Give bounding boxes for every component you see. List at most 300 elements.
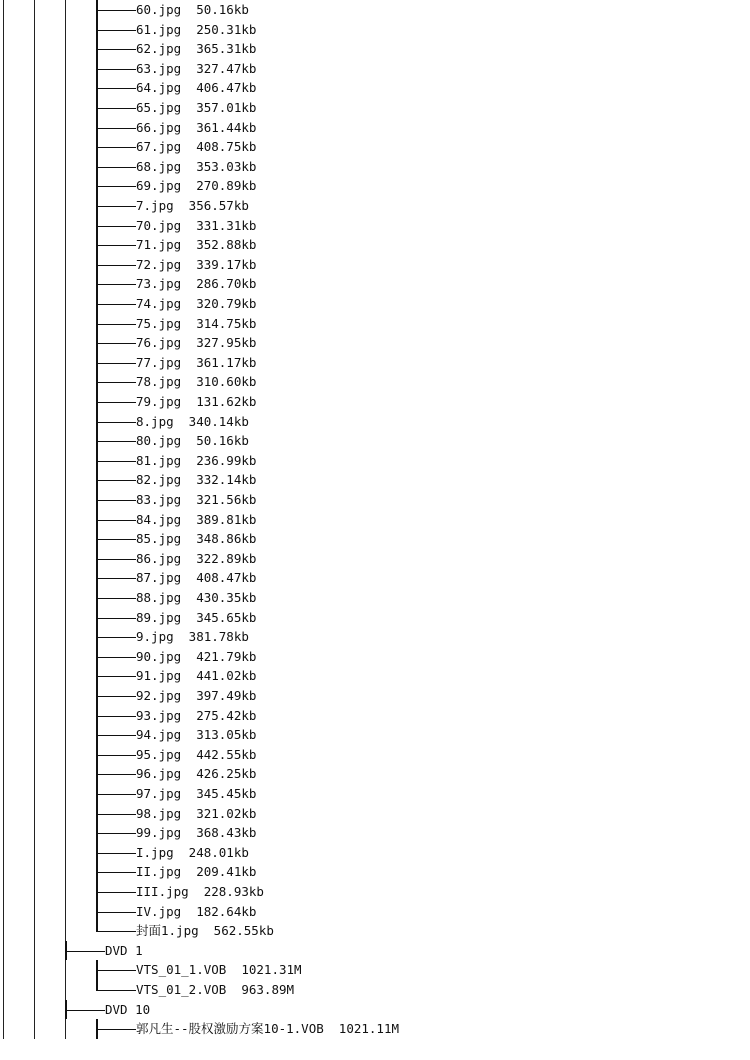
tree-rail xyxy=(34,745,35,765)
tree-connector xyxy=(98,774,136,775)
tree-rail xyxy=(34,843,35,863)
tree-connector xyxy=(98,578,136,579)
tree-rail xyxy=(3,0,4,20)
tree-rail xyxy=(34,608,35,628)
tree-connector xyxy=(98,657,136,658)
tree-rail xyxy=(34,294,35,314)
tree-rail xyxy=(34,0,35,20)
file-row xyxy=(0,255,750,275)
tree-rail xyxy=(65,882,66,902)
file-row xyxy=(0,78,750,98)
tree-rail xyxy=(34,235,35,255)
file-entry: 88.jpg 430.35kb xyxy=(136,590,257,605)
tree-connector xyxy=(98,833,136,834)
tree-rail xyxy=(34,412,35,432)
folder-row xyxy=(0,1000,750,1020)
file-entry: 91.jpg 441.02kb xyxy=(136,668,257,684)
file-row xyxy=(0,137,750,157)
tree-rail xyxy=(34,196,35,216)
file-entry: 74.jpg 320.79kb xyxy=(136,296,257,311)
tree-rail xyxy=(3,392,4,412)
file-row xyxy=(0,568,750,588)
tree-connector xyxy=(98,676,136,677)
tree-rail xyxy=(34,392,35,412)
tree-rail xyxy=(65,274,66,294)
file-row xyxy=(0,274,750,294)
tree-rail xyxy=(65,902,66,922)
file-entry: 封面1.jpg 562.55kb xyxy=(136,923,274,939)
tree-rail xyxy=(34,39,35,59)
tree-rail xyxy=(3,980,4,1000)
tree-connector xyxy=(98,716,136,717)
file-row xyxy=(0,353,750,373)
tree-connector xyxy=(67,951,105,952)
folder-name: DVD 10 xyxy=(105,1001,151,1017)
file-row xyxy=(0,882,750,902)
file-row xyxy=(0,294,750,314)
file-row xyxy=(0,902,750,922)
file-row xyxy=(0,706,750,726)
tree-connector xyxy=(98,539,136,540)
tree-rail xyxy=(34,568,35,588)
tree-rail xyxy=(34,784,35,804)
tree-connector xyxy=(98,422,136,423)
tree-rail xyxy=(34,686,35,706)
file-entry: 72.jpg 339.17kb xyxy=(136,256,257,272)
tree-rail xyxy=(34,59,35,79)
file-entry: 82.jpg 332.14kb xyxy=(136,472,257,488)
file-entry: 92.jpg 397.49kb xyxy=(136,688,257,703)
tree-rail xyxy=(34,274,35,294)
file-row xyxy=(0,647,750,667)
file-row xyxy=(0,1019,750,1039)
tree-connector xyxy=(98,324,136,325)
tree-rail xyxy=(65,392,66,412)
file-row xyxy=(0,333,750,353)
tree-rail xyxy=(3,1000,4,1020)
tree-rail xyxy=(65,294,66,314)
tree-rail xyxy=(3,862,4,882)
tree-rail xyxy=(65,823,66,843)
tree-connector xyxy=(98,147,136,148)
file-row xyxy=(0,725,750,745)
file-entry: 97.jpg 345.45kb xyxy=(136,786,257,801)
tree-connector xyxy=(98,912,136,913)
file-row xyxy=(0,176,750,196)
tree-rail xyxy=(34,980,35,1000)
tree-rail xyxy=(3,784,4,804)
tree-rail xyxy=(3,666,4,686)
tree-connector xyxy=(98,500,136,501)
file-row xyxy=(0,39,750,59)
file-entry: 75.jpg 314.75kb xyxy=(136,315,257,331)
tree-rail xyxy=(3,274,4,294)
tree-rail xyxy=(65,588,66,608)
file-entry: 9.jpg 381.78kb xyxy=(136,629,249,645)
tree-rail xyxy=(65,843,66,863)
file-entry: VTS_01_1.VOB 1021.31M xyxy=(136,962,302,978)
tree-rail xyxy=(65,960,66,980)
tree-rail xyxy=(34,823,35,843)
tree-rail xyxy=(3,333,4,353)
tree-rail xyxy=(3,294,4,314)
folder-name: DVD 1 xyxy=(105,942,143,958)
tree-rail xyxy=(3,39,4,59)
file-row xyxy=(0,862,750,882)
file-entry: 77.jpg 361.17kb xyxy=(136,354,257,370)
tree-connector xyxy=(98,814,136,815)
tree-rail xyxy=(3,725,4,745)
tree-rail xyxy=(65,412,66,432)
tree-rail xyxy=(3,902,4,922)
tree-rail xyxy=(3,118,4,138)
file-row xyxy=(0,608,750,628)
file-entry: 94.jpg 313.05kb xyxy=(136,727,257,743)
tree-rail xyxy=(65,784,66,804)
tree-rail xyxy=(65,666,66,686)
tree-rail xyxy=(3,176,4,196)
tree-connector xyxy=(98,1029,136,1030)
tree-connector xyxy=(98,10,136,11)
tree-rail xyxy=(65,490,66,510)
file-entry: 96.jpg 426.25kb xyxy=(136,766,257,782)
tree-rail xyxy=(3,745,4,765)
tree-rail xyxy=(65,549,66,569)
tree-rail xyxy=(3,804,4,824)
tree-rail xyxy=(65,980,66,1000)
tree-connector xyxy=(98,382,136,383)
file-entry: 98.jpg 321.02kb xyxy=(136,805,257,821)
file-entry: 73.jpg 286.70kb xyxy=(136,276,257,292)
tree-connector xyxy=(98,755,136,756)
tree-rail xyxy=(34,137,35,157)
file-row xyxy=(0,921,750,941)
tree-rail xyxy=(65,118,66,138)
file-entry: 83.jpg 321.56kb xyxy=(136,492,257,507)
tree-connector xyxy=(98,461,136,462)
file-row xyxy=(0,314,750,334)
tree-rail xyxy=(65,59,66,79)
file-row xyxy=(0,745,750,765)
tree-rail xyxy=(34,862,35,882)
file-row xyxy=(0,372,750,392)
tree-rail xyxy=(3,314,4,334)
tree-rail xyxy=(3,196,4,216)
file-row xyxy=(0,98,750,118)
tree-rail xyxy=(65,470,66,490)
tree-rail xyxy=(3,510,4,530)
tree-rail xyxy=(3,608,4,628)
file-entry: 66.jpg 361.44kb xyxy=(136,119,257,135)
tree-rail xyxy=(34,764,35,784)
file-row xyxy=(0,431,750,451)
tree-rail xyxy=(34,78,35,98)
tree-rail xyxy=(65,137,66,157)
tree-rail xyxy=(34,255,35,275)
tree-connector xyxy=(98,735,136,736)
tree-rail xyxy=(3,921,4,941)
tree-rail xyxy=(3,490,4,510)
tree-rail xyxy=(3,549,4,569)
tree-rail xyxy=(65,608,66,628)
file-entry: 70.jpg 331.31kb xyxy=(136,217,257,233)
tree-rail xyxy=(65,745,66,765)
tree-rail xyxy=(65,314,66,334)
tree-rail xyxy=(34,333,35,353)
tree-connector xyxy=(98,363,136,364)
tree-rail xyxy=(34,490,35,510)
tree-rail xyxy=(3,843,4,863)
file-entry: 64.jpg 406.47kb xyxy=(136,80,257,96)
file-entry: 89.jpg 345.65kb xyxy=(136,609,257,625)
tree-rail xyxy=(3,216,4,236)
tree-rail xyxy=(3,157,4,177)
file-row xyxy=(0,588,750,608)
tree-rail xyxy=(65,0,66,20)
file-row xyxy=(0,843,750,863)
tree-connector xyxy=(98,226,136,227)
file-entry: 86.jpg 322.89kb xyxy=(136,550,257,566)
file-entry: 69.jpg 270.89kb xyxy=(136,178,257,194)
file-entry: I.jpg 248.01kb xyxy=(136,844,249,860)
file-row xyxy=(0,470,750,490)
tree-connector xyxy=(67,1010,105,1011)
tree-rail xyxy=(3,647,4,667)
tree-connector xyxy=(98,618,136,619)
tree-rail xyxy=(65,647,66,667)
file-row xyxy=(0,451,750,471)
file-row xyxy=(0,235,750,255)
tree-rail xyxy=(34,529,35,549)
tree-connector xyxy=(98,245,136,246)
tree-rail xyxy=(65,372,66,392)
tree-connector xyxy=(98,990,136,991)
tree-rail xyxy=(34,941,35,961)
file-row xyxy=(0,490,750,510)
file-entry: 7.jpg 356.57kb xyxy=(136,198,249,213)
tree-connector xyxy=(98,696,136,697)
tree-rail xyxy=(3,568,4,588)
file-entry: III.jpg 228.93kb xyxy=(136,884,264,899)
tree-connector xyxy=(98,441,136,442)
tree-rail xyxy=(34,157,35,177)
tree-rail xyxy=(34,960,35,980)
tree-rail xyxy=(65,39,66,59)
file-entry: 62.jpg 365.31kb xyxy=(136,41,257,57)
file-entry: 65.jpg 357.01kb xyxy=(136,100,257,115)
tree-rail xyxy=(3,960,4,980)
tree-connector xyxy=(98,872,136,873)
file-entry: 95.jpg 442.55kb xyxy=(136,746,257,762)
tree-rail xyxy=(34,725,35,745)
file-row xyxy=(0,627,750,647)
file-entry: 80.jpg 50.16kb xyxy=(136,433,249,449)
file-row xyxy=(0,0,750,20)
tree-rail xyxy=(3,706,4,726)
tree-rail xyxy=(34,372,35,392)
folder-row xyxy=(0,941,750,961)
tree-connector xyxy=(98,128,136,129)
tree-rail xyxy=(65,78,66,98)
tree-connector xyxy=(98,284,136,285)
tree-rail xyxy=(34,666,35,686)
tree-rail xyxy=(34,314,35,334)
file-row xyxy=(0,764,750,784)
tree-rail xyxy=(3,78,4,98)
tree-rail xyxy=(34,451,35,471)
tree-connector xyxy=(98,186,136,187)
tree-connector xyxy=(98,167,136,168)
tree-connector xyxy=(98,480,136,481)
tree-rail xyxy=(65,353,66,373)
tree-rail xyxy=(34,510,35,530)
tree-rail xyxy=(34,706,35,726)
tree-rail xyxy=(34,20,35,40)
file-entry: 63.jpg 327.47kb xyxy=(136,60,257,76)
tree-rail xyxy=(34,627,35,647)
tree-rail xyxy=(3,235,4,255)
file-entry: VTS_01_2.VOB 963.89M xyxy=(136,982,295,997)
tree-connector xyxy=(98,520,136,521)
tree-rail xyxy=(34,176,35,196)
file-entry: 81.jpg 236.99kb xyxy=(136,452,257,468)
tree-rail xyxy=(65,862,66,882)
file-entry: 79.jpg 131.62kb xyxy=(136,394,257,409)
tree-connector xyxy=(98,304,136,305)
file-row xyxy=(0,59,750,79)
tree-rail xyxy=(3,137,4,157)
tree-rail xyxy=(65,216,66,236)
file-row xyxy=(0,960,750,980)
tree-rail xyxy=(3,20,4,40)
tree-connector xyxy=(98,343,136,344)
file-entry: 60.jpg 50.16kb xyxy=(136,2,249,17)
tree-rail xyxy=(3,588,4,608)
file-entry: 87.jpg 408.47kb xyxy=(136,570,257,586)
file-entry: 78.jpg 310.60kb xyxy=(136,374,257,390)
tree-rail xyxy=(65,627,66,647)
tree-rail xyxy=(34,882,35,902)
tree-rail xyxy=(65,764,66,784)
file-entry: 76.jpg 327.95kb xyxy=(136,335,257,351)
tree-connector xyxy=(98,853,136,854)
tree-rail xyxy=(65,686,66,706)
file-row xyxy=(0,980,750,1000)
tree-connector xyxy=(98,402,136,403)
tree-rail xyxy=(3,470,4,490)
tree-rail xyxy=(65,176,66,196)
tree-rail xyxy=(3,412,4,432)
file-row xyxy=(0,549,750,569)
tree-rail xyxy=(65,235,66,255)
file-row xyxy=(0,216,750,236)
tree-rail xyxy=(34,647,35,667)
tree-rail xyxy=(65,255,66,275)
tree-rail xyxy=(3,255,4,275)
tree-rail xyxy=(65,706,66,726)
tree-connector xyxy=(98,88,136,89)
tree-rail xyxy=(65,804,66,824)
file-entry: II.jpg 209.41kb xyxy=(136,864,257,880)
tree-rail xyxy=(65,529,66,549)
tree-rail xyxy=(3,431,4,451)
tree-rail xyxy=(3,882,4,902)
tree-rail xyxy=(3,372,4,392)
file-row xyxy=(0,196,750,216)
tree-connector xyxy=(98,931,136,932)
tree-connector xyxy=(98,892,136,893)
tree-connector xyxy=(98,598,136,599)
tree-rail xyxy=(3,941,4,961)
file-entry: 84.jpg 389.81kb xyxy=(136,511,257,527)
tree-rail xyxy=(34,98,35,118)
tree-rail xyxy=(3,823,4,843)
tree-rail xyxy=(65,196,66,216)
file-row xyxy=(0,412,750,432)
tree-rail xyxy=(65,333,66,353)
tree-connector xyxy=(98,265,136,266)
tree-rail xyxy=(65,157,66,177)
file-row xyxy=(0,157,750,177)
file-entry: 61.jpg 250.31kb xyxy=(136,21,257,37)
tree-rail xyxy=(34,470,35,490)
tree-connector xyxy=(98,206,136,207)
tree-rail xyxy=(3,529,4,549)
file-row xyxy=(0,529,750,549)
file-row xyxy=(0,392,750,412)
tree-rail xyxy=(65,431,66,451)
tree-rail xyxy=(34,549,35,569)
file-row xyxy=(0,118,750,138)
file-entry: 67.jpg 408.75kb xyxy=(136,139,257,155)
file-entry: 71.jpg 352.88kb xyxy=(136,237,257,253)
tree-rail xyxy=(65,510,66,530)
file-row xyxy=(0,666,750,686)
tree-rail xyxy=(3,98,4,118)
tree-rail xyxy=(65,725,66,745)
tree-rail xyxy=(34,216,35,236)
file-row xyxy=(0,686,750,706)
file-entry: 99.jpg 368.43kb xyxy=(136,825,257,841)
file-row xyxy=(0,510,750,530)
tree-rail xyxy=(65,98,66,118)
tree-connector xyxy=(98,637,136,638)
file-row xyxy=(0,804,750,824)
tree-connector xyxy=(98,794,136,795)
tree-rail xyxy=(65,921,66,941)
tree-rail xyxy=(65,1019,66,1039)
tree-rail xyxy=(65,568,66,588)
file-entry: IV.jpg 182.64kb xyxy=(136,903,257,919)
file-entry: 85.jpg 348.86kb xyxy=(136,531,257,547)
tree-rail xyxy=(34,1000,35,1020)
tree-connector xyxy=(98,970,136,971)
file-entry: 郭凡生--股权激励方案10-1.VOB 1021.11M xyxy=(136,1021,400,1037)
tree-rail xyxy=(3,451,4,471)
tree-rail xyxy=(34,804,35,824)
file-entry: 93.jpg 275.42kb xyxy=(136,707,257,723)
tree-rail xyxy=(34,902,35,922)
file-row xyxy=(0,20,750,40)
tree-rail xyxy=(3,59,4,79)
tree-rail xyxy=(34,1019,35,1039)
tree-rail xyxy=(65,451,66,471)
tree-rail xyxy=(65,20,66,40)
tree-rail xyxy=(3,353,4,373)
tree-connector xyxy=(98,108,136,109)
file-entry: 68.jpg 353.03kb xyxy=(136,158,257,174)
tree-rail xyxy=(34,588,35,608)
